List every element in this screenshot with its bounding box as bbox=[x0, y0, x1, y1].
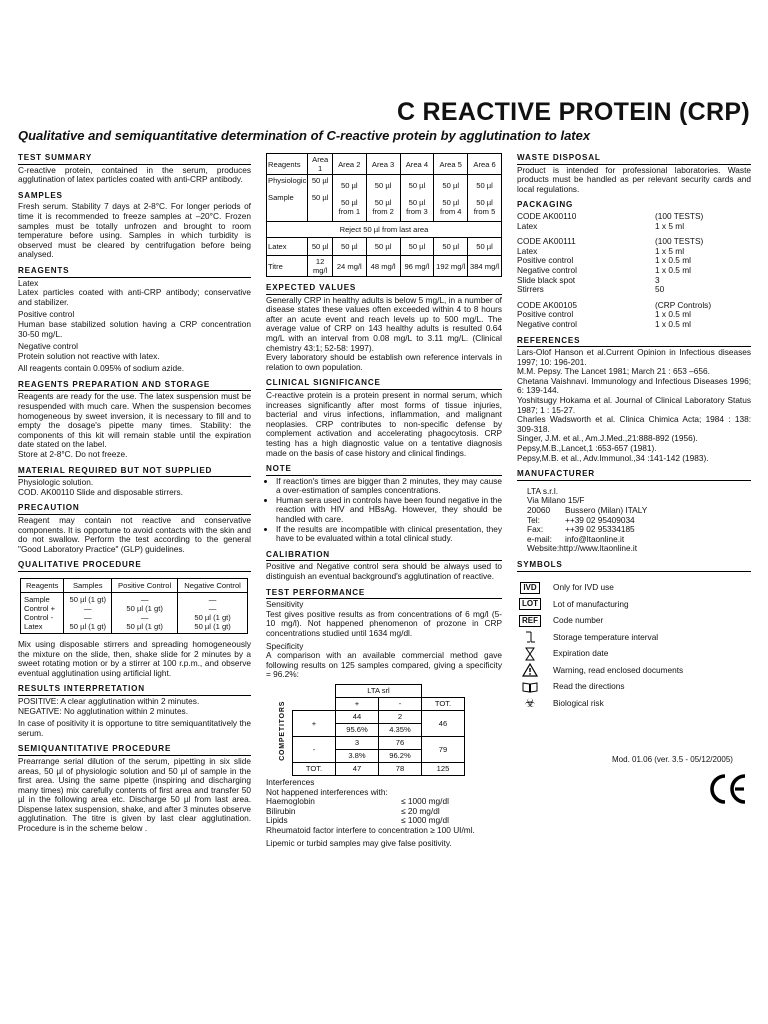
book-icon bbox=[517, 681, 543, 693]
table-cell: 3.8% bbox=[336, 749, 379, 762]
symbol-row bbox=[517, 646, 751, 663]
section-qualitative bbox=[18, 560, 251, 678]
table-row bbox=[267, 256, 502, 277]
table-cell: 78 bbox=[379, 762, 422, 775]
manufacturer-name: LTA s.r.l. bbox=[527, 485, 559, 496]
table-header: Area 2 bbox=[332, 154, 366, 175]
section-heading: MANUFACTURER bbox=[517, 469, 751, 481]
cell-line: 50 µl bbox=[442, 180, 460, 190]
table-row bbox=[21, 592, 248, 633]
symbol-desc: Only for IVD use bbox=[553, 582, 614, 593]
cell-line: 50 µl bbox=[311, 176, 329, 185]
cell-line: Control - bbox=[24, 612, 54, 622]
azide-note: All reagents contain 0.095% of sodium azide. bbox=[18, 363, 185, 374]
table-row bbox=[293, 762, 465, 775]
column-middle bbox=[266, 153, 502, 854]
section-text: Lipemic or turbid samples may give false positivity. bbox=[266, 837, 452, 848]
biohazard-icon: ☣ bbox=[524, 695, 536, 710]
package-key: CODE AK00111 bbox=[517, 236, 576, 247]
section-text: A comparison with an available commercial method gave following results on 125 samples compared, giving a specificity = 96.2%: bbox=[266, 650, 502, 680]
section-heading: CLINICAL SIGNIFICANCE bbox=[266, 378, 502, 390]
subheading: Sensitivity bbox=[266, 599, 304, 610]
table-cell: 24 mg/l bbox=[332, 256, 366, 277]
cell-line: 50 µl from 5 bbox=[473, 197, 496, 216]
cell-line: 50 µl (1 gt) bbox=[69, 594, 106, 604]
reagent-desc: Protein solution not reactive with latex. bbox=[18, 350, 160, 361]
cell-line: — bbox=[208, 594, 217, 604]
section-heading: SYMBOLS bbox=[517, 560, 751, 572]
manufacturer-key: Fax: bbox=[527, 524, 544, 535]
cell-line: 50 µl (1 gt) bbox=[69, 621, 106, 631]
symbol-list bbox=[517, 580, 751, 712]
section-heading: SEMIQUANTITATIVE PROCEDURE bbox=[18, 744, 251, 756]
interference-row bbox=[266, 807, 502, 817]
ivd-label: IVD bbox=[520, 582, 539, 594]
section-material bbox=[18, 466, 251, 498]
section-precaution bbox=[18, 503, 251, 554]
manufacturer-row bbox=[527, 506, 751, 516]
section-text: Test gives positive results as from concentrations of 6 mg/l (5-10 mg/l). Not happened phenomenon of prozone in CRP concentrations studied until 1634 mg/dl. bbox=[266, 608, 502, 638]
manufacturer-email: info@ltaonline.it bbox=[565, 533, 625, 544]
section-heading: EXPECTED VALUES bbox=[266, 283, 502, 295]
cell-line: Sample bbox=[24, 594, 50, 604]
reagent-name: Negative control bbox=[18, 341, 78, 352]
table-cell: 50 µl bbox=[366, 238, 400, 256]
ce-mark-icon bbox=[708, 772, 748, 806]
table-cell: 79 bbox=[422, 736, 465, 762]
table-row bbox=[293, 736, 465, 749]
cell-line: 50 µl from 2 bbox=[372, 197, 394, 216]
symbol-desc: Lot of manufacturing bbox=[553, 598, 629, 609]
package-key: Stirrers bbox=[517, 284, 544, 295]
table-cell: 4.35% bbox=[379, 723, 422, 736]
table-cell bbox=[267, 175, 308, 222]
section-test-performance bbox=[266, 588, 502, 849]
package-group bbox=[517, 212, 751, 231]
comparison-table-wrap bbox=[276, 684, 486, 772]
table-header: Negative Control bbox=[178, 578, 248, 592]
section-text: Product is intended for professional laboratories. Waste products must be handled as per relevant security cards and local regulations. bbox=[517, 164, 751, 194]
table-header: Area 5 bbox=[434, 154, 468, 175]
table-cell bbox=[308, 175, 332, 222]
cell-line: Sample bbox=[268, 193, 294, 202]
table-row bbox=[267, 238, 502, 256]
table-cell bbox=[112, 592, 178, 633]
table-cell bbox=[332, 175, 366, 222]
reagent-desc: Latex particles coated with anti-CRP antibody; conservative and stabilizer. bbox=[18, 287, 251, 307]
package-value: 1 x 0.5 ml bbox=[655, 255, 691, 266]
section-heading: QUALITATIVE PROCEDURE bbox=[18, 560, 251, 572]
table-cell: 192 mg/l bbox=[434, 256, 468, 277]
package-row bbox=[517, 276, 751, 286]
package-key: Slide black spot bbox=[517, 274, 576, 285]
cell-line: 50 µl from 1 bbox=[338, 197, 361, 216]
package-row bbox=[517, 320, 751, 330]
symbol-row bbox=[517, 695, 751, 712]
table-cell: 12 mg/l bbox=[308, 256, 332, 277]
symbol-desc: Expiration date bbox=[553, 648, 609, 659]
symbol-desc: Storage temperature interval bbox=[553, 631, 659, 642]
section-test-summary bbox=[18, 153, 251, 185]
section-heading: REFERENCES bbox=[517, 336, 751, 348]
manufacturer-block bbox=[517, 487, 751, 554]
table-cell: 46 bbox=[422, 710, 465, 736]
cell-line: Control + bbox=[24, 603, 56, 613]
cell-line: 50 µl bbox=[374, 180, 392, 190]
subheading: Interferences bbox=[266, 776, 315, 787]
lot-label: LOT bbox=[519, 598, 541, 610]
table-header: Area 1 bbox=[308, 154, 332, 175]
table-header: TOT. bbox=[422, 697, 465, 710]
section-manufacturer bbox=[517, 469, 751, 554]
package-value: (100 TESTS) bbox=[655, 210, 704, 221]
symbol-desc: Warning, read enclosed documents bbox=[553, 664, 684, 675]
package-row bbox=[517, 237, 751, 247]
section-heading: TEST PERFORMANCE bbox=[266, 588, 502, 600]
table-cell: 50 µl bbox=[400, 238, 434, 256]
document-title: C REACTIVE PROTEIN (CRP) bbox=[396, 98, 750, 126]
table-cell bbox=[434, 175, 468, 222]
cell-line: 50 µl (1 gt) bbox=[194, 612, 231, 622]
material-line: Physiologic solution. bbox=[18, 477, 94, 488]
package-key: Latex bbox=[517, 245, 538, 256]
table-cell: 44 bbox=[336, 710, 379, 723]
section-text: C-reactive protein is a protein present in normal serum, which increases significantly after most forms of tissue injuries, bacterial and virus infections, inflammation, and malignant neoplasies. CRP contributes to non-specific defense by complement activation and accelerating phagocytosis. CRP testing has a high diagnostic value on a tentative diagnosis made on the basis of case history and clinical findings. bbox=[266, 389, 502, 458]
interference-name: Haemoglobin bbox=[266, 796, 315, 807]
cell-line: — bbox=[83, 603, 92, 613]
list-item: • If the results are incompatible with clinical presentation, they have to be evaluated within a total clinical study. bbox=[276, 525, 502, 544]
section-heading: REAGENTS PREPARATION AND STORAGE bbox=[18, 380, 251, 392]
table-cell: 47 bbox=[336, 762, 379, 775]
section-text: Reagents are ready for the use. The latex suspension must be resuspended with much care. When the suspension becomes homogeneous by sweet inversion, it is necessary to fill and to empty the dosage's pipette many times. Stability: the components of this kit will remain stable until the expiration date stated on the label. bbox=[18, 391, 251, 450]
table-header: Positive Control bbox=[112, 578, 178, 592]
package-key: CODE AK00110 bbox=[517, 210, 577, 221]
package-value: (CRP Controls) bbox=[655, 299, 712, 310]
table-cell bbox=[64, 592, 112, 633]
package-key: CODE AK00105 bbox=[517, 299, 577, 310]
table-header: Area 6 bbox=[468, 154, 502, 175]
note-list bbox=[266, 477, 502, 544]
comparison-table bbox=[292, 684, 465, 776]
cell-line: — bbox=[208, 603, 217, 613]
section-note bbox=[266, 464, 502, 544]
cell-line: 50 µl (1 gt) bbox=[194, 621, 231, 631]
package-row bbox=[517, 285, 751, 295]
manufacturer-key: Tel: bbox=[527, 514, 540, 525]
table-header: Area 3 bbox=[366, 154, 400, 175]
row-label: - bbox=[293, 736, 336, 762]
symbol-desc: Biological risk bbox=[553, 697, 604, 708]
section-results bbox=[18, 684, 251, 738]
section-reagents bbox=[18, 266, 251, 374]
section-semiquantitative bbox=[18, 744, 251, 833]
cell-line: 50 µl from 3 bbox=[406, 197, 428, 216]
section-expected-values bbox=[266, 283, 502, 372]
package-value: 1 x 5 ml bbox=[655, 245, 685, 256]
interference-value: ≤ 20 mg/dl bbox=[401, 805, 440, 816]
symbol-row bbox=[517, 613, 751, 630]
result-positive: POSITIVE: A clear agglutination within 2 minutes. bbox=[18, 695, 200, 706]
column-right bbox=[517, 153, 751, 718]
reference-item: Pepsy,M.B.,Lancet,1 :653-657 (1981). bbox=[517, 443, 657, 454]
cell-line: 50 µl bbox=[476, 180, 493, 190]
table-header: - bbox=[379, 697, 422, 710]
warning-icon bbox=[517, 663, 543, 677]
table-header: Reagents bbox=[267, 154, 308, 175]
cell-line: 50 µl (1 gt) bbox=[126, 621, 163, 631]
table-cell: 50 µl bbox=[468, 238, 502, 256]
table-row bbox=[267, 175, 502, 222]
cell-line: 50 µl bbox=[340, 180, 358, 190]
interference-value: ≤ 1000 mg/dl bbox=[401, 796, 449, 807]
cell-line: — bbox=[83, 612, 92, 622]
section-text: C-reactive protein, contained in the serum, produces agglutination of latex particles coated with anti-CRP antibody. bbox=[18, 164, 251, 185]
lot-icon bbox=[517, 598, 543, 610]
interference-value: ≤ 1000 mg/dl bbox=[401, 815, 449, 826]
manufacturer-key: e-mail: bbox=[527, 533, 552, 544]
symbol-row bbox=[517, 580, 751, 597]
table-cell: 50 µl bbox=[308, 238, 332, 256]
table-header: LTA srl bbox=[336, 684, 422, 697]
interference-row bbox=[266, 797, 502, 807]
section-heading: PRECAUTION bbox=[18, 503, 251, 515]
cell-line: — bbox=[140, 594, 149, 604]
table-cell: 125 bbox=[422, 762, 465, 775]
hourglass-icon bbox=[517, 647, 543, 661]
table-cell bbox=[293, 684, 336, 697]
table-cell: Reject 50 µl from last area bbox=[267, 222, 502, 238]
symbol-row bbox=[517, 596, 751, 613]
cell-line: 50 µl (1 gt) bbox=[126, 603, 163, 613]
competitors-text: COMPETITORS bbox=[279, 700, 287, 761]
cell-line: 50 µl from 4 bbox=[439, 197, 462, 216]
section-waste bbox=[517, 153, 751, 194]
reference-item: M.M. Pepsy. The Lancet 1981; March 21 : 653 –656. bbox=[517, 366, 710, 377]
temperature-icon bbox=[517, 630, 543, 644]
subheading: Specificity bbox=[266, 640, 304, 651]
table-cell: 48 mg/l bbox=[366, 256, 400, 277]
section-heading: NOTE bbox=[266, 464, 502, 476]
section-calibration bbox=[266, 550, 502, 582]
section-heading: RESULTS INTERPRETATION bbox=[18, 684, 251, 696]
table-cell bbox=[400, 175, 434, 222]
cell-line: — bbox=[140, 612, 149, 622]
symbol-desc: Read the directions bbox=[553, 681, 625, 692]
package-group bbox=[517, 301, 751, 330]
section-samples bbox=[18, 191, 251, 260]
list-item: • Human sera used in controls have been found negative in the reaction with HIV and HBsAg. However, they should be handled with care. bbox=[276, 496, 502, 525]
manufacturer-row bbox=[527, 525, 751, 535]
table-row bbox=[267, 222, 502, 238]
table-cell: 3 bbox=[336, 736, 379, 749]
section-text: Prearrange serial dilution of the serum, pipetting in six slide areas, 50 µl of physiologic solution and 50 µl of sample in the first area. Using the same pipette (inspiring and discharging many times) mix carefully contents of first area and transfer 50 µl in the following area etc. Discharge 50 µl from last area. Dispense latex suspension, shake, and after 3 minutes observe agglutination. The titre is given by last clear agglutination. Procedure is in the scheme below . bbox=[18, 755, 251, 834]
section-text: In case of positivity it is opportune to titre semiquantitatively the serum. bbox=[18, 718, 251, 738]
package-row bbox=[517, 222, 751, 232]
manufacturer-zip: 20060 bbox=[527, 505, 551, 515]
symbol-row bbox=[517, 662, 751, 679]
table-cell bbox=[422, 684, 465, 697]
section-heading: REAGENTS bbox=[18, 266, 251, 278]
table-header: Reagents bbox=[21, 578, 64, 592]
row-label: TOT. bbox=[293, 762, 336, 775]
section-text: Not happened interferences with: bbox=[266, 786, 388, 797]
reagent-name: Latex bbox=[18, 277, 39, 288]
table-header: Area 4 bbox=[400, 154, 434, 175]
table-header: Samples bbox=[64, 578, 112, 592]
section-text: Fresh serum. Stability 7 days at 2-8°C. For longer periods of time it is recommended to freeze samples at –20°C. Frozen samples must be totally unfrozen and brought to room temperature before using. Samples in which turbidity is observed must be cleared by centrifugation before being analysed. bbox=[18, 201, 251, 260]
ivd-icon bbox=[517, 582, 543, 594]
symbol-desc: Code number bbox=[553, 615, 604, 626]
section-heading: PACKAGING bbox=[517, 200, 574, 210]
table-cell: 50 µl bbox=[332, 238, 366, 256]
ref-icon bbox=[517, 615, 543, 627]
package-key: Positive control bbox=[517, 309, 574, 320]
section-heading: TEST SUMMARY bbox=[18, 153, 251, 165]
section-references bbox=[517, 336, 751, 464]
package-value: 1 x 5 ml bbox=[655, 220, 685, 231]
package-value: 50 bbox=[655, 284, 665, 295]
section-text: Mix using disposable stirrers and spreading homogeneously the mixture on the slide, then, shake slide for 2 minutes by a sweet rotating motion or by a stirrer at 100 r.p.m., and observe eventual agglutination using artificial light. bbox=[18, 638, 251, 678]
package-value: (100 TESTS) bbox=[655, 236, 704, 247]
section-heading: WASTE DISPOSAL bbox=[517, 153, 751, 165]
table-cell: 95.6% bbox=[336, 723, 379, 736]
package-value: 1 x 0.5 ml bbox=[655, 309, 691, 320]
reference-item: Singer, J.M. et al., Am.J.Med.,21:888-892 (1956). bbox=[517, 433, 698, 444]
table-row bbox=[293, 710, 465, 723]
result-negative: NEGATIVE: No agglutination within 2 minutes. bbox=[18, 705, 189, 716]
package-key: Positive control bbox=[517, 255, 574, 266]
section-prep-storage bbox=[18, 380, 251, 460]
table-cell bbox=[293, 697, 336, 710]
reference-item: Yoshitsugy Hokama et al. Journal of Clinical Laboratory Status 1987; 1 : 15-27. bbox=[517, 395, 751, 415]
symbol-row bbox=[517, 629, 751, 646]
table-cell bbox=[366, 175, 400, 222]
competitors-label bbox=[276, 690, 290, 772]
cell-line: Physiologic bbox=[268, 176, 307, 185]
ref-label: REF bbox=[519, 615, 541, 627]
column-left bbox=[18, 153, 251, 840]
reference-item: Charles Wadsworth et al. Clinica Chimica Acta; 1984 : 138: 309-318. bbox=[517, 414, 751, 434]
cell-line: 50 µl bbox=[408, 180, 426, 190]
table-cell: Titre bbox=[267, 256, 308, 277]
package-value: 1 x 0.5 ml bbox=[655, 264, 691, 275]
reference-item: Pepsy,M.B. et al., Adv.Immunol.,34 :141-142 (1983). bbox=[517, 452, 709, 463]
package-key: Negative control bbox=[517, 318, 577, 329]
material-line: COD. AK00110 Slide and disposable stirrers. bbox=[18, 486, 183, 497]
section-heading: MATERIAL REQUIRED BUT NOT SUPPLIED bbox=[18, 466, 251, 478]
table-cell: Latex bbox=[267, 238, 308, 256]
manufacturer-website: Website:http://www.ltaonline.it bbox=[527, 543, 638, 554]
package-row bbox=[517, 212, 751, 222]
reagent-name: Positive control bbox=[18, 309, 75, 320]
qualitative-table bbox=[20, 578, 248, 634]
table-cell: 76 bbox=[379, 736, 422, 749]
section-text: Rheumatoid factor interfere to concentration ≥ 100 UI/ml. bbox=[266, 824, 475, 835]
section-text: Every laboratory should be establish own reference intervals in relation to own population. bbox=[266, 352, 502, 372]
section-text: Reagent may contain not reactive and conservative components. It is opportune to avoid contacts with the skin and do not swallow. Perform the test according to the general "Good Laboratory Practice" (GLP) guidelines. bbox=[18, 515, 251, 554]
interference-name: Lipids bbox=[266, 815, 288, 826]
table-cell: 96.2% bbox=[379, 749, 422, 762]
table-header: + bbox=[336, 697, 379, 710]
manufacturer-row bbox=[527, 516, 751, 526]
cell-line: 50 µl bbox=[311, 193, 329, 202]
section-text: Generally CRP in healthy adults is below 5 mg/L, in a number of disease states these values often exceeded within 4 to 8 hours after an acute event and reach levels up to 500 mg/L. The average value of CRP on 143 healthy adults is resulted 0.64 mg/L with an interval from 0.08 mg/L to 3.11 mg/L. (Clinical chemistry 43:1; 52-58: 1997). bbox=[266, 294, 502, 353]
section-heading: CALIBRATION bbox=[266, 550, 502, 562]
package-value: 3 bbox=[655, 274, 660, 285]
table-cell bbox=[21, 592, 64, 633]
table-cell bbox=[178, 592, 248, 633]
section-text: Positive and Negative control sera should be always used to distinguish an eventual background's agglutination of reactive. bbox=[266, 561, 502, 582]
manufacturer-street: Via Milano 15/F bbox=[527, 495, 585, 506]
reference-item: Chetana Vaishnavi. Immunology and Infectious Diseases 1996; 6: 139-144. bbox=[517, 375, 751, 396]
section-symbols bbox=[517, 560, 751, 712]
table-cell: 50 µl bbox=[434, 238, 468, 256]
package-group bbox=[517, 237, 751, 295]
section-clinical bbox=[266, 378, 502, 458]
list-item: • If reaction's times are bigger than 2 minutes, they may cause a over-estimation of samples concentrations. bbox=[276, 477, 502, 496]
package-key: Negative control bbox=[517, 264, 577, 275]
interference-name: Bilirubin bbox=[266, 805, 296, 816]
reagent-desc: Human base stabilized solution having a CRP concentration 30-50 mg/L. bbox=[18, 318, 251, 339]
symbol-row bbox=[517, 679, 751, 696]
cell-line: Latex bbox=[24, 621, 43, 631]
model-version: Mod. 01.06 (ver. 3.5 - 05/12/2005) bbox=[612, 755, 733, 764]
document-subtitle: Qualitative and semiquantitative determination of C-reactive protein by agglutination to latex bbox=[18, 128, 591, 143]
section-packaging bbox=[517, 200, 751, 329]
table-cell: 2 bbox=[379, 710, 422, 723]
reference-item: Lars-Olof Hanson et al.Current Opinion in Infectious diseases 1997; 10: 196-201. bbox=[517, 347, 751, 367]
table-cell: 96 mg/l bbox=[400, 256, 434, 277]
section-heading: SAMPLES bbox=[18, 190, 63, 200]
dilution-table bbox=[266, 153, 502, 277]
manufacturer-phone: ++39 02 95409034 bbox=[565, 514, 635, 525]
package-key: Latex bbox=[517, 220, 538, 231]
package-value: 1 x 0.5 ml bbox=[655, 318, 691, 329]
manufacturer-city: Bussero (Milan) ITALY bbox=[565, 505, 648, 515]
table-cell bbox=[468, 175, 502, 222]
row-label: + bbox=[293, 710, 336, 736]
storage-note: Store at 2-8°C. Do not freeze. bbox=[18, 449, 128, 460]
table-cell: 384 mg/l bbox=[468, 256, 502, 277]
manufacturer-fax: ++39 02 95334185 bbox=[565, 524, 635, 535]
